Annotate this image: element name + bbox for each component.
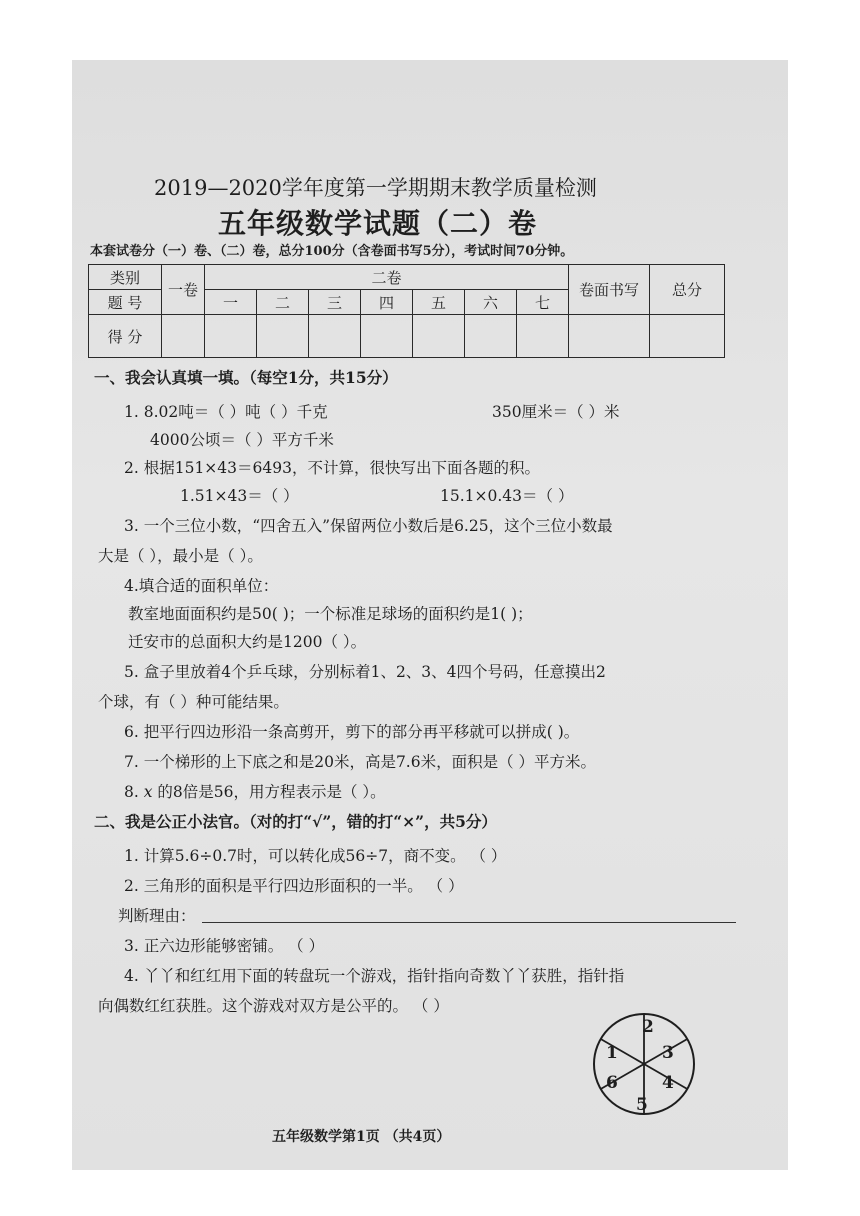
score-label: 得 分: [89, 315, 162, 358]
question-4-line2: 迁安市的总面积大约是1200（ ）。: [128, 633, 367, 651]
question-1-part-c: 4000公顷＝（ ）平方千米: [150, 431, 334, 449]
reason-label: 判断理由：: [118, 907, 196, 925]
question-1-part-b: 350厘米＝（ ）米: [492, 403, 620, 421]
question-number: 一: [205, 290, 257, 315]
exam-note: 本套试卷分（一）卷、（二）卷，总分100分（含卷面书写5分），考试时间70分钟。: [90, 244, 574, 259]
question-number: 二: [257, 290, 309, 315]
question-2-part-a: 1.51×43＝（ ）: [180, 487, 299, 505]
section1-heading: 一、我会认真填一填。（每空1分，共15分）: [94, 368, 398, 387]
handwriting-label: 卷面书写: [569, 265, 650, 315]
question-number: 五: [413, 290, 465, 315]
question-label: 题 号: [89, 290, 162, 315]
score-table-header-row: [89, 265, 725, 290]
exam-title: 2019—2020学年度第一学期期末教学质量检测: [154, 176, 597, 200]
score-cell[interactable]: [257, 315, 309, 358]
question-number: 七: [517, 290, 569, 315]
spinner-number: 5: [636, 1095, 648, 1115]
score-cell[interactable]: [162, 315, 205, 358]
spinner-number: 1: [606, 1043, 618, 1063]
judge-question-4-line2: 向偶数红红获胜。这个游戏对双方是公平的。 （ ）: [98, 997, 449, 1015]
score-cell[interactable]: [361, 315, 413, 358]
score-cell[interactable]: [650, 315, 725, 358]
score-cell[interactable]: [205, 315, 257, 358]
question-2-part-b: 15.1×0.43＝（ ）: [440, 487, 574, 505]
question-5-line2: 个球，有（ ）种可能结果。: [98, 693, 289, 711]
score-row: [89, 315, 725, 358]
judge-question-1: 1. 计算5.6÷0.7时，可以转化成56÷7，商不变。 （ ）: [124, 847, 507, 865]
judge-question-4-line1: 4. 丫丫和红红用下面的转盘玩一个游戏，指针指向奇数丫丫获胜，指针指: [124, 967, 625, 985]
score-cell[interactable]: [517, 315, 569, 358]
question-2: 2. 根据151×43＝6493，不计算，很快写出下面各题的积。: [124, 459, 540, 477]
question-8: 8. 𝑥 的8倍是56，用方程表示是（ ）。: [124, 783, 386, 801]
reason-answer-line[interactable]: [202, 922, 736, 923]
section2-heading: 二、我是公正小法官。（对的打“√”，错的打“×”，共5分）: [94, 812, 497, 831]
spinner-number: 6: [606, 1073, 618, 1093]
category-label: 类别: [89, 265, 162, 290]
score-cell[interactable]: [465, 315, 517, 358]
total-label: 总分: [650, 265, 725, 315]
question-6: 6. 把平行四边形沿一条高剪开，剪下的部分再平移就可以拼成( )。: [124, 723, 580, 741]
question-number: 三: [309, 290, 361, 315]
question-1-part-a: 1. 8.02吨＝（ ）吨（ ）千克: [124, 403, 328, 421]
spinner-number: 2: [642, 1017, 654, 1037]
score-cell[interactable]: [309, 315, 361, 358]
judge-question-2: 2. 三角形的面积是平行四边形面积的一半。 （ ）: [124, 877, 464, 895]
spinner-number: 4: [662, 1073, 674, 1093]
spinner-number: 3: [662, 1043, 674, 1063]
question-4-line1: 教室地面面积约是50( )；一个标准足球场的面积约是1( )；: [128, 605, 533, 623]
page-footer: 五年级数学第1页 （共4页）: [272, 1129, 451, 1145]
score-cell[interactable]: [569, 315, 650, 358]
exam-page: [72, 60, 788, 1170]
question-3-line2: 大是（ ），最小是（ ）。: [98, 547, 263, 565]
judge-question-3: 3. 正六边形能够密铺。 （ ）: [124, 937, 325, 955]
question-4: 4.填合适的面积单位：: [124, 577, 279, 595]
exam-subtitle: 五年级数学试题（二）卷: [218, 207, 538, 240]
question-5-line1: 5. 盒子里放着4个乒乓球，分别标着1、2、3、4四个号码，任意摸出2: [124, 663, 606, 681]
score-table: [88, 264, 725, 358]
vol2-label: 二卷: [205, 265, 569, 290]
score-cell[interactable]: [413, 315, 465, 358]
question-number: 六: [465, 290, 517, 315]
vol1-label: 一卷: [162, 265, 205, 315]
question-number: 四: [361, 290, 413, 315]
question-7: 7. 一个梯形的上下底之和是20米，高是7.6米，面积是（ ）平方米。: [124, 753, 597, 771]
question-3-line1: 3. 一个三位小数，“四舍五入”保留两位小数后是6.25，这个三位小数最: [124, 517, 613, 535]
spinner-diagram: [590, 1010, 698, 1118]
